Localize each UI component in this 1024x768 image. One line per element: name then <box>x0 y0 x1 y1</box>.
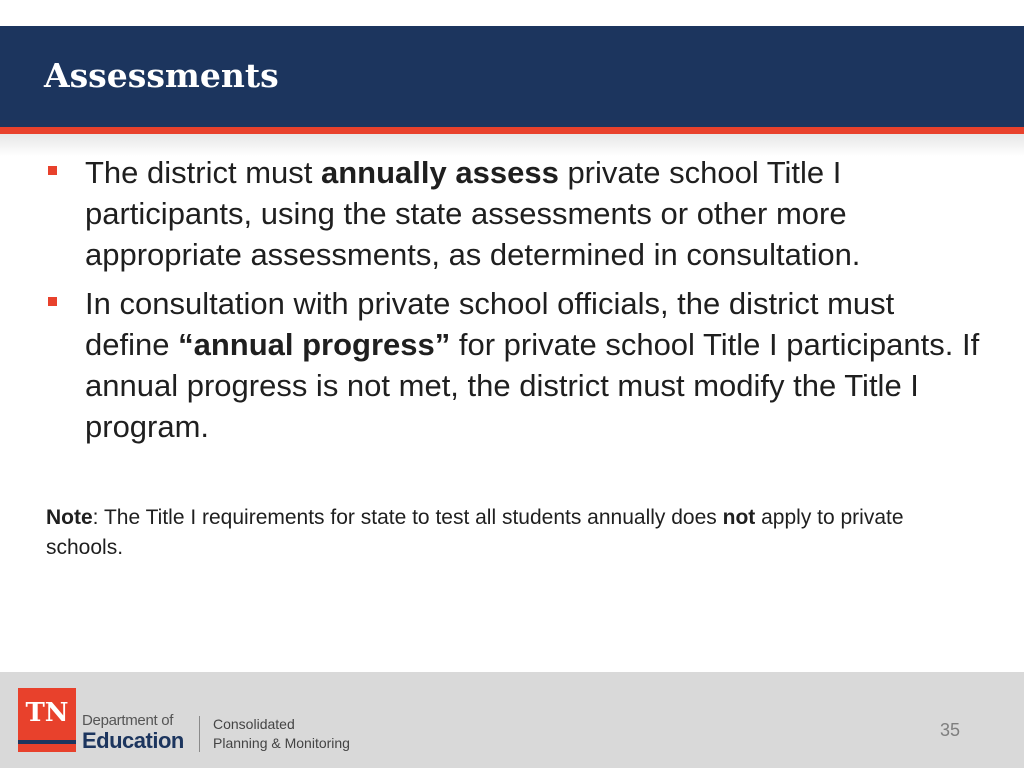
bullet-text: In consultation with private school officials, the district must define <box>85 286 895 362</box>
bullet-text: private school Title I participants, using the state assessments or other more appropriate assessments, as determined in consultation. <box>85 155 861 272</box>
note-text: : The Title I requirements for state to test all students annually does <box>92 506 723 529</box>
bullet-emphasis: annually assess <box>321 155 559 190</box>
slide-title: Assessments <box>44 56 279 95</box>
square-bullet-icon <box>48 166 57 175</box>
logo-divider <box>199 716 200 752</box>
square-bullet-icon <box>48 297 57 306</box>
note-paragraph <box>46 503 946 563</box>
note-text: apply to private schools. <box>46 506 904 559</box>
program-label-line2: Planning & Monitoring <box>213 735 350 751</box>
bullet-item <box>44 283 984 447</box>
tn-logo-bar <box>18 740 76 744</box>
page-number: 35 <box>939 720 961 740</box>
program-label-line1: Consolidated <box>213 716 295 732</box>
tn-logo-text: TN <box>25 698 69 728</box>
tn-logo <box>18 688 76 752</box>
bullet-item <box>44 152 984 275</box>
bullet-list <box>44 152 984 447</box>
bullet-text: The district must <box>85 155 321 190</box>
bullet-text: for private school Title I participants. If annual progress is not met, the district must modify the Title I program. <box>85 327 980 444</box>
education-label: Education <box>82 728 184 753</box>
header-accent-stripe <box>0 127 1024 134</box>
department-label: Department of <box>82 712 174 729</box>
bullet-emphasis: “annual progress” <box>178 327 451 362</box>
note-label: Note <box>46 506 93 529</box>
note-emphasis: not <box>722 506 756 529</box>
